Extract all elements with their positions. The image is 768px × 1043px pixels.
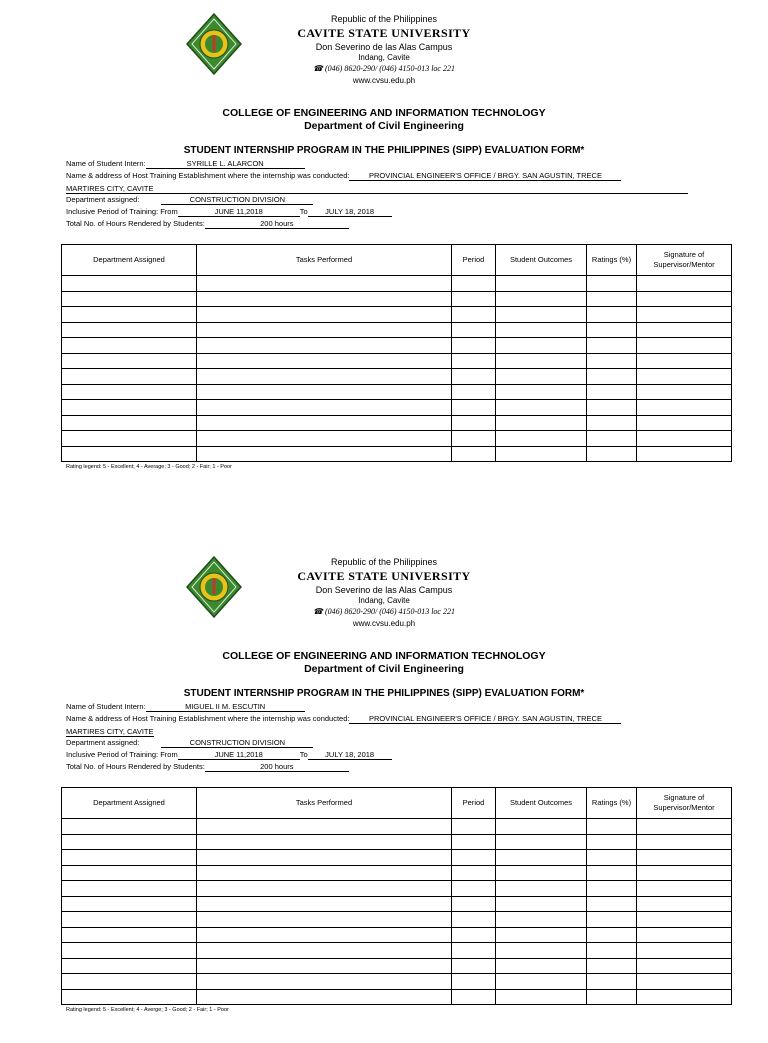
table-cell[interactable] (496, 322, 587, 338)
table-cell[interactable] (637, 819, 732, 835)
table-cell[interactable] (197, 338, 452, 354)
table-cell[interactable] (637, 881, 732, 897)
table-body (62, 819, 732, 1005)
table-cell[interactable] (496, 881, 587, 897)
table-cell[interactable] (62, 276, 197, 292)
period-from-value: JUNE 11,2018 (178, 208, 300, 217)
republic-text: Republic of the Philippines (330, 557, 438, 567)
table-cell[interactable] (637, 974, 732, 990)
hours-value: 200 hours (205, 763, 349, 772)
table-cell[interactable] (587, 819, 637, 835)
table-cell[interactable] (587, 276, 637, 292)
table-cell[interactable] (197, 834, 452, 850)
table-row (62, 834, 732, 850)
intern-name-value: MIGUEL II M. ESCUTIN (146, 703, 305, 712)
evaluation-form-2 (0, 543, 768, 1043)
table-cell[interactable] (452, 307, 496, 323)
form-title: STUDENT INTERNSHIP PROGRAM IN THE PHILIPPINES (SIPP) EVALUATION FORM* (183, 145, 585, 156)
table-cell[interactable] (62, 865, 197, 881)
table-cell[interactable] (637, 834, 732, 850)
table-row (62, 384, 732, 400)
column-header: Ratings (%) (587, 788, 637, 819)
rating-legend: Rating legend: 5 - Excellent; 4 - Averge; 3 - Good; 2 - Fair; 1 - Poor (66, 1007, 229, 1013)
table-cell[interactable] (637, 958, 732, 974)
table-cell[interactable] (496, 446, 587, 462)
town-name: Indang, Cavite (358, 53, 410, 62)
table-cell[interactable] (496, 974, 587, 990)
table-cell[interactable] (496, 415, 587, 431)
table-cell[interactable] (197, 958, 452, 974)
host-value-line2: MARTIRES CITY, CAVITE (66, 184, 154, 193)
table-cell[interactable] (62, 912, 197, 928)
table-cell[interactable] (637, 989, 732, 1005)
table-cell[interactable] (587, 943, 637, 959)
column-header: Ratings (%) (587, 245, 637, 276)
table-cell[interactable] (62, 446, 197, 462)
table-cell[interactable] (637, 400, 732, 416)
table-cell[interactable] (637, 307, 732, 323)
table-cell[interactable] (452, 384, 496, 400)
table-cell[interactable] (496, 850, 587, 866)
period-from-value: JUNE 11,2018 (178, 751, 300, 760)
table-row (62, 446, 732, 462)
table-cell[interactable] (62, 338, 197, 354)
table-cell[interactable] (637, 369, 732, 385)
table-cell[interactable] (496, 291, 587, 307)
table-cell[interactable] (587, 338, 637, 354)
table-cell[interactable] (197, 850, 452, 866)
table-cell[interactable] (452, 322, 496, 338)
table-cell[interactable] (587, 291, 637, 307)
table-cell[interactable] (452, 912, 496, 928)
campus-name: Don Severino de las Alas Campus (315, 42, 453, 52)
table-cell[interactable] (587, 896, 637, 912)
column-header: Signature of Supervisor/Mentor (637, 788, 732, 819)
host-label: Name & address of Host Training Establishment where the internship was conducted: (66, 171, 350, 180)
column-header: Period (452, 788, 496, 819)
table-cell[interactable] (452, 415, 496, 431)
table-cell[interactable] (197, 819, 452, 835)
table-cell[interactable] (587, 865, 637, 881)
table-row (62, 353, 732, 369)
table-cell[interactable] (496, 369, 587, 385)
evaluation-table (61, 244, 732, 462)
period-row (66, 208, 392, 217)
table-cell[interactable] (197, 912, 452, 928)
table-cell[interactable] (197, 881, 452, 897)
table-cell[interactable] (62, 369, 197, 385)
table-cell[interactable] (587, 881, 637, 897)
phone-icon: ☎ (313, 607, 323, 616)
table-row (62, 369, 732, 385)
period-from-label: Inclusive Period of Training: From (66, 750, 178, 759)
table-row (62, 850, 732, 866)
table-cell[interactable] (197, 415, 452, 431)
table-row (62, 958, 732, 974)
cvsu-seal-icon (186, 13, 242, 75)
table-row (62, 415, 732, 431)
table-cell[interactable] (62, 415, 197, 431)
table-cell[interactable] (637, 291, 732, 307)
host-row (66, 172, 621, 181)
host-value-line1: PROVINCIAL ENGINEER'S OFFICE / BRGY. SAN AGUSTIN, TRECE (349, 715, 621, 724)
table-cell[interactable] (62, 819, 197, 835)
table-cell[interactable] (452, 431, 496, 447)
table-cell[interactable] (587, 912, 637, 928)
table-cell[interactable] (197, 322, 452, 338)
period-to-value: JULY 18, 2018 (308, 208, 392, 217)
phone-icon: ☎ (313, 64, 323, 73)
column-header: Student Outcomes (496, 245, 587, 276)
table-cell[interactable] (197, 369, 452, 385)
host-value-line2: MARTIRES CITY, CAVITE (66, 727, 154, 736)
period-to-value: JULY 18, 2018 (308, 751, 392, 760)
dept-assigned-label: Department assigned: (66, 738, 140, 747)
table-cell[interactable] (496, 400, 587, 416)
table-cell[interactable] (197, 291, 452, 307)
phone-line (260, 608, 508, 616)
dept-assigned-label: Department assigned: (66, 195, 140, 204)
column-header: Period (452, 245, 496, 276)
table-row (62, 881, 732, 897)
table-cell[interactable] (452, 353, 496, 369)
table-row (62, 943, 732, 959)
hours-row (66, 220, 349, 229)
phone-line (260, 65, 508, 73)
period-row (66, 751, 392, 760)
host-row (66, 715, 621, 724)
table-cell[interactable] (452, 989, 496, 1005)
table-row (62, 989, 732, 1005)
table-cell[interactable] (587, 322, 637, 338)
table-row (62, 431, 732, 447)
table-cell[interactable] (62, 958, 197, 974)
table-cell[interactable] (587, 400, 637, 416)
table-cell[interactable] (587, 384, 637, 400)
table-cell[interactable] (452, 927, 496, 943)
table-cell[interactable] (452, 834, 496, 850)
table-cell[interactable] (496, 943, 587, 959)
table-row (62, 974, 732, 990)
column-header: Department Assigned (62, 245, 197, 276)
table-cell[interactable] (62, 850, 197, 866)
campus-name: Don Severino de las Alas Campus (315, 585, 453, 595)
table-cell[interactable] (637, 865, 732, 881)
dept-assigned-row (66, 739, 313, 748)
column-header: Signature of Supervisor/Mentor (637, 245, 732, 276)
table-cell[interactable] (197, 943, 452, 959)
table-cell[interactable] (197, 384, 452, 400)
table-cell[interactable] (587, 415, 637, 431)
table-cell[interactable] (587, 431, 637, 447)
intern-name-label: Name of Student Intern: (66, 702, 146, 711)
evaluation-form-1 (0, 0, 768, 500)
table-cell[interactable] (452, 276, 496, 292)
hours-label: Total No. of Hours Rendered by Students: (66, 762, 205, 771)
table-cell[interactable] (637, 353, 732, 369)
host-label: Name & address of Host Training Establishment where the internship was conducted: (66, 714, 350, 723)
table-cell[interactable] (496, 912, 587, 928)
table-body (62, 276, 732, 462)
table-cell[interactable] (587, 307, 637, 323)
university-name: CAVITE STATE UNIVERSITY (297, 569, 471, 583)
table-row (62, 307, 732, 323)
table-cell[interactable] (197, 989, 452, 1005)
table-cell[interactable] (587, 974, 637, 990)
hours-value: 200 hours (205, 220, 349, 229)
table-header-row (62, 788, 732, 819)
table-cell[interactable] (637, 415, 732, 431)
table-cell[interactable] (452, 850, 496, 866)
table-cell[interactable] (197, 446, 452, 462)
table-cell[interactable] (197, 865, 452, 881)
host-row-2 (66, 728, 154, 737)
table-cell[interactable] (452, 819, 496, 835)
department-title: Department of Civil Engineering (304, 120, 464, 132)
table-cell[interactable] (62, 927, 197, 943)
dept-assigned-value: CONSTRUCTION DIVISION (161, 196, 313, 205)
period-to-label: To (299, 750, 308, 759)
website: www.cvsu.edu.ph (352, 76, 416, 85)
table-row (62, 291, 732, 307)
table-cell[interactable] (452, 446, 496, 462)
table-cell[interactable] (197, 927, 452, 943)
table-cell[interactable] (496, 927, 587, 943)
table-cell[interactable] (197, 400, 452, 416)
table-cell[interactable] (62, 834, 197, 850)
table-cell[interactable] (587, 927, 637, 943)
host-underline (66, 193, 688, 194)
table-cell[interactable] (197, 353, 452, 369)
table-cell[interactable] (62, 322, 197, 338)
phone-number: (046) 8620-290/ (046) 4150-013 loc 221 (324, 64, 455, 73)
table-cell[interactable] (452, 896, 496, 912)
column-header: Tasks Performed (197, 788, 452, 819)
dept-assigned-row (66, 196, 313, 205)
table-cell[interactable] (197, 896, 452, 912)
table-cell[interactable] (62, 431, 197, 447)
table-cell[interactable] (637, 912, 732, 928)
town-name: Indang, Cavite (358, 596, 410, 605)
table-cell[interactable] (496, 431, 587, 447)
table-cell[interactable] (197, 276, 452, 292)
table-cell[interactable] (496, 989, 587, 1005)
table-cell[interactable] (637, 322, 732, 338)
host-value-line1: PROVINCIAL ENGINEER'S OFFICE / BRGY. SAN AGUSTIN, TRECE (349, 172, 621, 181)
host-row-2 (66, 185, 154, 193)
table-cell[interactable] (452, 943, 496, 959)
hours-label: Total No. of Hours Rendered by Students: (66, 219, 205, 228)
table-cell[interactable] (197, 431, 452, 447)
table-cell[interactable] (452, 291, 496, 307)
table-cell[interactable] (637, 896, 732, 912)
cvsu-seal-icon (186, 556, 242, 618)
table-cell[interactable] (496, 338, 587, 354)
table-cell[interactable] (637, 850, 732, 866)
table-cell[interactable] (62, 353, 197, 369)
hours-row (66, 763, 349, 772)
college-title: COLLEGE OF ENGINEERING AND INFORMATION TECHNOLOGY (222, 107, 546, 119)
table-row (62, 276, 732, 292)
table-cell[interactable] (637, 338, 732, 354)
table-cell[interactable] (587, 353, 637, 369)
table-cell[interactable] (496, 353, 587, 369)
department-title: Department of Civil Engineering (304, 663, 464, 675)
table-cell[interactable] (587, 958, 637, 974)
table-cell[interactable] (496, 865, 587, 881)
table-cell[interactable] (637, 446, 732, 462)
table-cell[interactable] (496, 276, 587, 292)
table-cell[interactable] (62, 881, 197, 897)
intern-name-row (66, 703, 305, 712)
column-header: Student Outcomes (496, 788, 587, 819)
intern-name-value: SYRILLE L. ALARCON (146, 160, 305, 169)
table-cell[interactable] (637, 927, 732, 943)
table-cell[interactable] (452, 881, 496, 897)
table-cell[interactable] (496, 958, 587, 974)
table-cell[interactable] (197, 307, 452, 323)
table-cell[interactable] (496, 834, 587, 850)
table-row (62, 819, 732, 835)
table-cell[interactable] (587, 446, 637, 462)
rating-legend: Rating legend: 5 - Excellent; 4 - Average; 3 - Good; 2 - Fair; 1 - Poor (66, 464, 232, 470)
intern-name-label: Name of Student Intern: (66, 159, 146, 168)
table-row (62, 896, 732, 912)
table-row (62, 338, 732, 354)
table-row (62, 912, 732, 928)
table-row (62, 927, 732, 943)
table-cell[interactable] (197, 974, 452, 990)
table-cell[interactable] (496, 896, 587, 912)
table-cell[interactable] (637, 276, 732, 292)
period-to-label: To (299, 207, 308, 216)
table-cell[interactable] (62, 989, 197, 1005)
phone-number: (046) 8620-290/ (046) 4150-013 loc 221 (324, 607, 455, 616)
website: www.cvsu.edu.ph (352, 619, 416, 628)
table-cell[interactable] (587, 369, 637, 385)
table-cell[interactable] (62, 974, 197, 990)
table-cell[interactable] (62, 400, 197, 416)
college-title: COLLEGE OF ENGINEERING AND INFORMATION TECHNOLOGY (222, 650, 546, 662)
table-cell[interactable] (452, 338, 496, 354)
period-from-label: Inclusive Period of Training: From (66, 207, 178, 216)
table-cell[interactable] (496, 384, 587, 400)
table-cell[interactable] (62, 384, 197, 400)
table-cell[interactable] (452, 865, 496, 881)
table-cell[interactable] (62, 943, 197, 959)
table-cell[interactable] (452, 400, 496, 416)
table-cell[interactable] (62, 307, 197, 323)
republic-text: Republic of the Philippines (330, 14, 438, 24)
table-header-row (62, 245, 732, 276)
table-cell[interactable] (496, 819, 587, 835)
column-header: Department Assigned (62, 788, 197, 819)
table-cell[interactable] (587, 834, 637, 850)
table-cell[interactable] (62, 291, 197, 307)
table-cell[interactable] (452, 369, 496, 385)
table-row (62, 400, 732, 416)
table-cell[interactable] (637, 431, 732, 447)
dept-assigned-value: CONSTRUCTION DIVISION (161, 739, 313, 748)
table-cell[interactable] (587, 850, 637, 866)
table-cell[interactable] (452, 974, 496, 990)
table-row (62, 865, 732, 881)
table-cell[interactable] (452, 958, 496, 974)
table-cell[interactable] (587, 989, 637, 1005)
form-title: STUDENT INTERNSHIP PROGRAM IN THE PHILIPPINES (SIPP) EVALUATION FORM* (183, 688, 585, 699)
intern-name-row (66, 160, 305, 169)
table-cell[interactable] (637, 943, 732, 959)
evaluation-table (61, 787, 732, 1005)
university-name: CAVITE STATE UNIVERSITY (297, 26, 471, 40)
table-cell[interactable] (496, 307, 587, 323)
column-header: Tasks Performed (197, 245, 452, 276)
table-cell[interactable] (62, 896, 197, 912)
table-cell[interactable] (637, 384, 732, 400)
table-row (62, 322, 732, 338)
